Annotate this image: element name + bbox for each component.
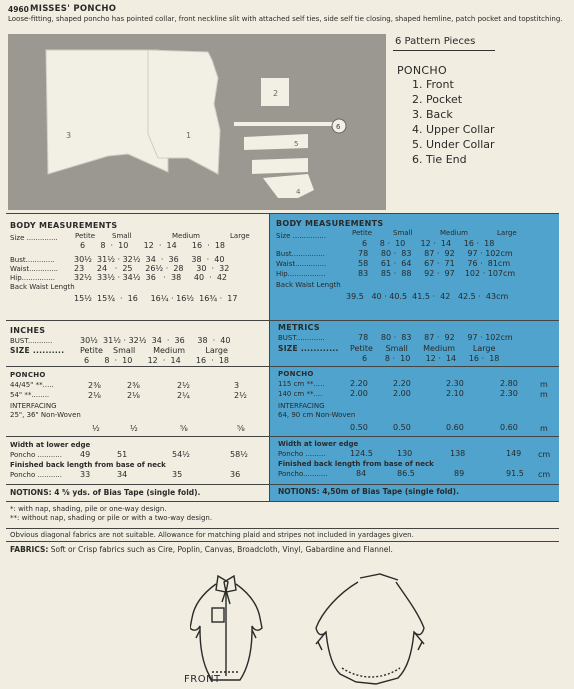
piece-tie-line [234, 122, 344, 126]
imperial-fbl-title: Finished back length from base of neck [10, 461, 166, 469]
metric-fab2-petite: 2.00 [350, 389, 368, 398]
imperial-interfacing-small: ½ [130, 424, 138, 433]
imperial-fab1-large: 3 [234, 381, 240, 390]
fabrics-text: Soft or Crisp fabrics such as Cire, Poplin, Canvas, Broadcloth, Vinyl, Gabardine and Flannel. [50, 545, 393, 554]
fabrics-line [10, 545, 393, 554]
metric-fab2-unit: m [540, 390, 548, 399]
metric-size2-label: SIZE ............ [278, 344, 339, 353]
metric-interfacing-medium: 0.60 [446, 423, 464, 432]
piece-item: 4. Upper Collar [412, 123, 495, 136]
column-divider [269, 213, 270, 501]
metric-width-title: Width at lower edge [278, 440, 359, 448]
piece-item: 6. Tie End [412, 153, 467, 166]
footnote-without-nap: **: without nap, shading or pile or with a two-way design. [10, 514, 213, 522]
back-view-drawing [316, 574, 424, 684]
rule [6, 541, 559, 542]
rule [6, 528, 559, 529]
pattern-pieces-svg [8, 34, 386, 210]
metric-width-petite: 124.5 [350, 449, 373, 458]
layout-num-4: 4 [296, 188, 301, 196]
imperial-interfacing-desc: 25", 36" Non-Woven [10, 411, 81, 419]
metric-bust-label: Bust............... [276, 250, 326, 258]
pieces-heading: PONCHO [397, 64, 447, 77]
imperial-bust2-label: BUST........... [10, 337, 53, 345]
imperial-waist: 23 24 · 25 26½ · 28 30 · 32 [74, 264, 230, 273]
metric-size2-groups: Petite Small Medium Large [350, 344, 496, 353]
metric-fab2-large: 2.30 [500, 389, 518, 398]
metric-size-small: Small [393, 229, 413, 237]
imperial-hip-label: Hip............... [10, 274, 56, 282]
metric-waist-label: Waist.............. [276, 260, 327, 268]
imperial-width-large: 58½ [230, 450, 248, 459]
metric-interfacing-title: INTERFACING [278, 402, 325, 410]
metric-fab1-large: 2.80 [500, 379, 518, 388]
imperial-fbl-label: Poncho ........... [10, 471, 62, 479]
metric-bust2: 78 80 · 83 87 · 92 97 · 102cm [358, 333, 513, 342]
pattern-title: MISSES' PONCHO [30, 4, 117, 14]
metric-fbl-label: Poncho........... [278, 470, 328, 478]
imperial-bust2: 30½ 31½ · 32½ 34 · 36 38 · 40 [80, 336, 231, 345]
imperial-interfacing-large: ⅝ [237, 424, 245, 433]
metric-width-unit: cm [538, 450, 551, 459]
imperial-width-title: Width at lower edge [10, 441, 91, 449]
metric-size-petite: Petite [352, 229, 373, 237]
metric-width-medium: 138 [450, 449, 466, 458]
metric-fab2-label: 140 cm **.... [278, 390, 323, 398]
metric-size2: 6 8 · 10 12 · 14 16 · 18 [362, 354, 500, 363]
imperial-fab2-large: 2½ [234, 391, 247, 400]
imperial-bust-label: Bust............. [10, 256, 55, 264]
piece-item: 5. Under Collar [412, 138, 495, 151]
metric-width-small: 130 [397, 449, 413, 458]
imperial-bwl-label: Back Waist Length [10, 283, 75, 291]
metric-fab1-unit: m [540, 380, 548, 389]
footnote-with-nap: *: with nap, shading, pile or one-way design. [10, 505, 167, 513]
garment-drawings-svg [190, 572, 450, 689]
metric-size-medium: Medium [440, 229, 468, 237]
metric-fbl-title: Finished back length from base of neck [278, 460, 434, 468]
imperial-interfacing-petite: ½ [92, 424, 100, 433]
metric-size-large: Large [497, 229, 517, 237]
metric-hip-label: Hip................. [276, 270, 326, 278]
imperial-fbl-petite: 33 [80, 470, 91, 479]
imperial-fbl-large: 36 [230, 470, 241, 479]
imperial-size-small: Small [112, 232, 132, 240]
piece-upper-collar-shape [263, 174, 314, 198]
imperial-fab2-small: 2⅛ [127, 391, 140, 400]
imperial-size2-groups: Petite Small Medium Large [80, 346, 228, 355]
piece-item: 3. Back [412, 108, 453, 121]
imperial-hip: 32½ 33½ · 34½ 36 · 38 40 · 42 [74, 273, 228, 282]
imperial-width-petite: 49 [80, 450, 91, 459]
metric-interfacing-large: 0.60 [500, 423, 518, 432]
inches-title: INCHES [10, 326, 46, 335]
imperial-poncho-title: PONCHO [10, 371, 46, 379]
imperial-fab1-small: 2⅜ [127, 381, 140, 390]
metrics-title: METRICS [278, 323, 320, 332]
diagonal-fabrics-note: Obvious diagonal fabrics are not suitable. Allowance for matching plaid and stripes not included in yardages given. [10, 531, 414, 539]
metric-waist: 58 61 · 64 67 · 71 76 · 81cm [358, 259, 511, 268]
imperial-size2-label: SIZE .......... [10, 346, 65, 355]
imperial-interfacing-medium: ⅝ [180, 424, 188, 433]
metric-bust: 78 80 · 83 87 · 92 97 · 102cm [358, 249, 513, 258]
imperial-fbl-medium: 35 [172, 470, 183, 479]
imperial-width-label: Poncho ........... [10, 451, 62, 459]
metric-fab2-small: 2.00 [393, 389, 411, 398]
imperial-size-large: Large [230, 232, 250, 240]
rule [6, 501, 559, 502]
imperial-fbl-small: 34 [117, 470, 128, 479]
layout-num-2: 2 [273, 89, 279, 98]
metric-poncho-title: PONCHO [278, 370, 314, 378]
rule [6, 213, 559, 214]
imperial-fab2-label: 54" **........ [10, 391, 50, 399]
imperial-fab1-medium: 2½ [177, 381, 190, 390]
metric-fab2-medium: 2.10 [446, 389, 464, 398]
imperial-size-medium: Medium [172, 232, 200, 240]
rule [6, 320, 559, 321]
metric-fbl-small: 86.5 [397, 469, 415, 478]
metric-bust2-label: BUST............. [278, 334, 325, 342]
imperial-fab1-petite: 2⅜ [88, 381, 101, 390]
metric-fbl-large: 91.5 [506, 469, 524, 478]
imperial-fab2-petite: 2⅛ [88, 391, 101, 400]
imperial-interfacing-title: INTERFACING [10, 402, 57, 410]
metric-fbl-unit: cm [538, 470, 551, 479]
piece-item: 1. Front [412, 78, 454, 91]
imperial-size-label: Size .............. [10, 234, 58, 242]
metric-fbl-petite: 84 [356, 469, 367, 478]
layout-num-1: 1 [186, 131, 192, 140]
fabrics-label: FABRICS: [10, 545, 49, 554]
imperial-bust: 30½ 31½ · 32½ 34 · 36 38 · 40 [74, 255, 225, 264]
metric-bwl: 39.5 40 · 40.5 41.5 · 42 42.5 · 43cm [346, 292, 509, 301]
piece-collar-strip-shape [252, 158, 308, 174]
front-view-drawing [190, 576, 262, 680]
imperial-bwl: 15½ 15¾ · 16 16¼ · 16½ 16¾ · 17 [74, 294, 238, 303]
metric-fab1-petite: 2.20 [350, 379, 368, 388]
layout-num-5: 5 [294, 140, 299, 148]
metric-interfacing-unit: m [540, 424, 548, 433]
layout-num-6: 6 [336, 123, 341, 131]
metric-size-label: Size ............... [276, 232, 326, 240]
imperial-waist-label: Waist............. [10, 265, 59, 273]
pieces-title-rule [393, 50, 495, 51]
imperial-width-small: 51 [117, 450, 128, 459]
metric-width-label: Poncho ......... [278, 450, 326, 458]
metric-interfacing-petite: 0.50 [350, 423, 368, 432]
imperial-sizes: 6 8 · 10 12 · 14 16 · 18 [80, 241, 225, 250]
imperial-width-medium: 54½ [172, 450, 190, 459]
metric-fab1-label: 115 cm **..... [278, 380, 325, 388]
pattern-description: Loose-fitting, shaped poncho has pointed collar, front neckline slit with attached self ties, side self tie closing, shaped hemline, patch pocket and topstitching. [8, 15, 563, 23]
metric-fbl-medium: 89 [454, 469, 465, 478]
rule [6, 484, 559, 485]
metric-fab1-medium: 2.30 [446, 379, 464, 388]
layout-num-3: 3 [66, 131, 72, 140]
rule [6, 436, 559, 437]
imperial-fab1-label: 44/45" **..... [10, 381, 54, 389]
piece-item: 2. Pocket [412, 93, 463, 106]
pattern-number: 4960 [8, 5, 29, 14]
imperial-size2: 6 8 · 10 12 · 14 16 · 18 [84, 356, 229, 365]
metric-interfacing-small: 0.50 [393, 423, 411, 432]
metric-notions: NOTIONS: 4,50m of Bias Tape (single fold). [278, 487, 459, 496]
front-view-label: FRONT [184, 674, 221, 685]
metric-body-title: BODY MEASUREMENTS [276, 219, 384, 228]
metric-fab1-small: 2.20 [393, 379, 411, 388]
rule [6, 366, 559, 367]
pieces-list [412, 77, 495, 167]
imperial-notions: NOTIONS: 4 ⅝ yds. of Bias Tape (single fold). [10, 488, 201, 497]
imperial-body-title: BODY MEASUREMENTS [10, 221, 118, 230]
pattern-layout-diagram [8, 34, 386, 210]
metric-interfacing-desc: 64, 90 cm Non-Woven [278, 411, 356, 419]
metric-bwl-label: Back Waist Length [276, 281, 341, 289]
imperial-size-petite: Petite [75, 232, 96, 240]
imperial-fab2-medium: 2¼ [177, 391, 190, 400]
piece-front-shape [148, 50, 220, 174]
metric-hip: 83 85 · 88 92 · 97 102 · 107cm [358, 269, 516, 278]
pattern-pieces-title: 6 Pattern Pieces [395, 36, 476, 47]
metric-width-large: 149 [506, 449, 522, 458]
metric-sizes: 6 8 · 10 12 · 14 16 · 18 [362, 239, 495, 248]
garment-drawings [190, 572, 450, 689]
